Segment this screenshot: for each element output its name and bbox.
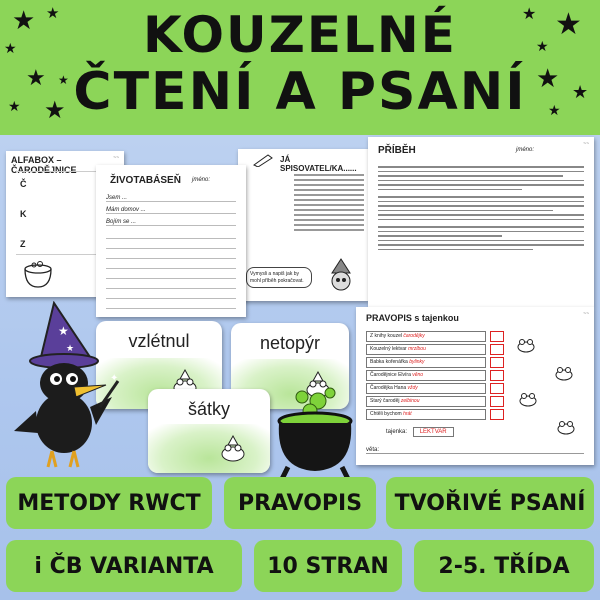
star-icon: ★ <box>58 73 69 87</box>
pravopis-answer: čarodějky <box>403 333 425 339</box>
zivotabaseni-line: Bojím se ... <box>106 219 236 226</box>
crow-wizard-icon <box>14 301 124 471</box>
star-icon: ★ <box>44 96 66 124</box>
pravopis-answer: věno <box>412 372 424 378</box>
pravopis-sheet: ~~ PRAVOPIS s tajenkou Z knihy kouzel čarodějky Kouzelný lektvar mrzlbou Babka kořenářka bylinky Čarodějnice Elvíra věno Čarodějka Hana vždy Starý čaroděj zelbinou Chtěli bychom hrát tajenka: LEKTVAR věta: <box>356 307 594 465</box>
alfabox-letter: K <box>20 209 27 219</box>
star-icon: ★ <box>8 99 21 115</box>
badge-cb-varianta: i ČB VARIANTA <box>6 540 242 592</box>
pravopis-row: Z knihy kouzel <box>370 333 402 339</box>
pribeh-jmeno: jméno: <box>516 147 535 153</box>
badge-10-stran: 10 STRAN <box>254 540 402 592</box>
star-icon: ★ <box>536 64 560 94</box>
svg-text:✦: ✦ <box>110 373 119 384</box>
pravopis-row: Chtěli bychom <box>370 411 402 417</box>
zivotabaseni-line: Mám domov ... <box>106 207 236 214</box>
pravopis-side-column <box>490 331 504 422</box>
star-icon: ★ <box>522 4 537 23</box>
card-word: vzlétnul <box>128 331 190 351</box>
badge-tvorive-psani: TVOŘIVÉ PSANÍ <box>386 477 594 529</box>
star-icon: ★ <box>12 6 36 36</box>
pravopis-row: Starý čaroděj <box>370 398 400 404</box>
pravopis-answer: vždy <box>407 385 418 391</box>
pravopis-title: PRAVOPIS s tajenkou <box>366 313 459 323</box>
alfabox-title: ALFABOX – ČARODĚJNICE <box>11 155 77 175</box>
word-card <box>148 389 270 473</box>
pravopis-row: Babka kořenářka <box>370 359 408 365</box>
pravopis-answer: mrzlbou <box>408 346 426 352</box>
tajenka-label: tajenka: <box>386 429 408 435</box>
veta-row <box>366 447 584 454</box>
pribeh-title: PŘÍBĚH <box>378 145 416 156</box>
pravopis-answer: hrát <box>403 411 412 417</box>
pravopis-row: Čarodějnice Elvíra <box>370 372 411 378</box>
star-icon: ★ <box>572 82 589 103</box>
card-word: netopýr <box>259 333 321 353</box>
witch-owl-icon <box>322 257 360 295</box>
spisovatel-text <box>294 171 364 234</box>
alfabox-letter: Č <box>20 179 27 189</box>
pravopis-row: Čarodějka Hana <box>370 385 407 391</box>
tajenka-row <box>386 427 454 437</box>
alfabox-letter: Z <box>20 239 26 249</box>
zivotabaseni-sheet <box>96 165 246 317</box>
tajenka-answer: LEKTVAR <box>413 427 454 437</box>
pravopis-answer: zelbinou <box>400 398 420 404</box>
spisovatel-title: JÁ SPISOVATEL/KA...... <box>280 155 357 173</box>
star-icon: ★ <box>46 4 60 22</box>
pravopis-row: Kouzelný lektvar <box>370 346 407 352</box>
card-word: šátky <box>187 399 230 419</box>
frog-icon <box>554 365 574 381</box>
frog-icon <box>556 419 576 435</box>
pribeh-sheet: ~~ PŘÍBĚH jméno: <box>368 137 594 307</box>
zivotabaseni-title: ŽIVOTABÁSEŇ <box>110 175 181 186</box>
star-icon: ★ <box>26 66 46 91</box>
frog-icon <box>516 337 536 353</box>
badge-pravopis: PRAVOPIS <box>224 477 376 529</box>
veta-label: věta: <box>366 447 380 453</box>
cauldron-icon <box>272 387 358 479</box>
star-icon: ★ <box>555 7 582 42</box>
badge-trida: 2-5. TŘÍDA <box>414 540 594 592</box>
pribeh-text-block <box>378 163 584 253</box>
zivotabaseni-line: Jsem ... <box>106 195 236 202</box>
frog-icon <box>218 435 248 463</box>
svg-text:★: ★ <box>66 344 75 354</box>
pencil-icon <box>252 153 274 167</box>
title-line-1: KOUZELNÉ <box>143 6 457 64</box>
speech-bubble: Vymysli a napiš jak by mohl příběh pokračovat. <box>246 267 312 288</box>
alfabox-sheet: ~~ ALFABOX – ČARODĚJNICE Č K Z <box>6 151 124 297</box>
star-icon: ★ <box>536 39 549 55</box>
pravopis-answer: bylinky <box>409 359 425 365</box>
spisovatel-sheet <box>238 149 368 301</box>
frog-icon <box>518 391 538 407</box>
zivotabaseni-jmeno: jméno: <box>192 177 211 183</box>
main-preview-area <box>0 135 600 600</box>
title-line-2: ČTENÍ A PSANÍ <box>73 62 527 122</box>
header-banner <box>0 0 600 135</box>
badge-metody-rwct: METODY RWCT <box>6 477 212 529</box>
star-icon: ★ <box>4 41 17 57</box>
svg-text:★: ★ <box>58 324 69 338</box>
cauldron-icon <box>20 261 56 289</box>
star-icon: ★ <box>548 103 561 119</box>
pravopis-rows <box>366 331 486 422</box>
zivotabaseni-blank-lines <box>106 229 236 309</box>
